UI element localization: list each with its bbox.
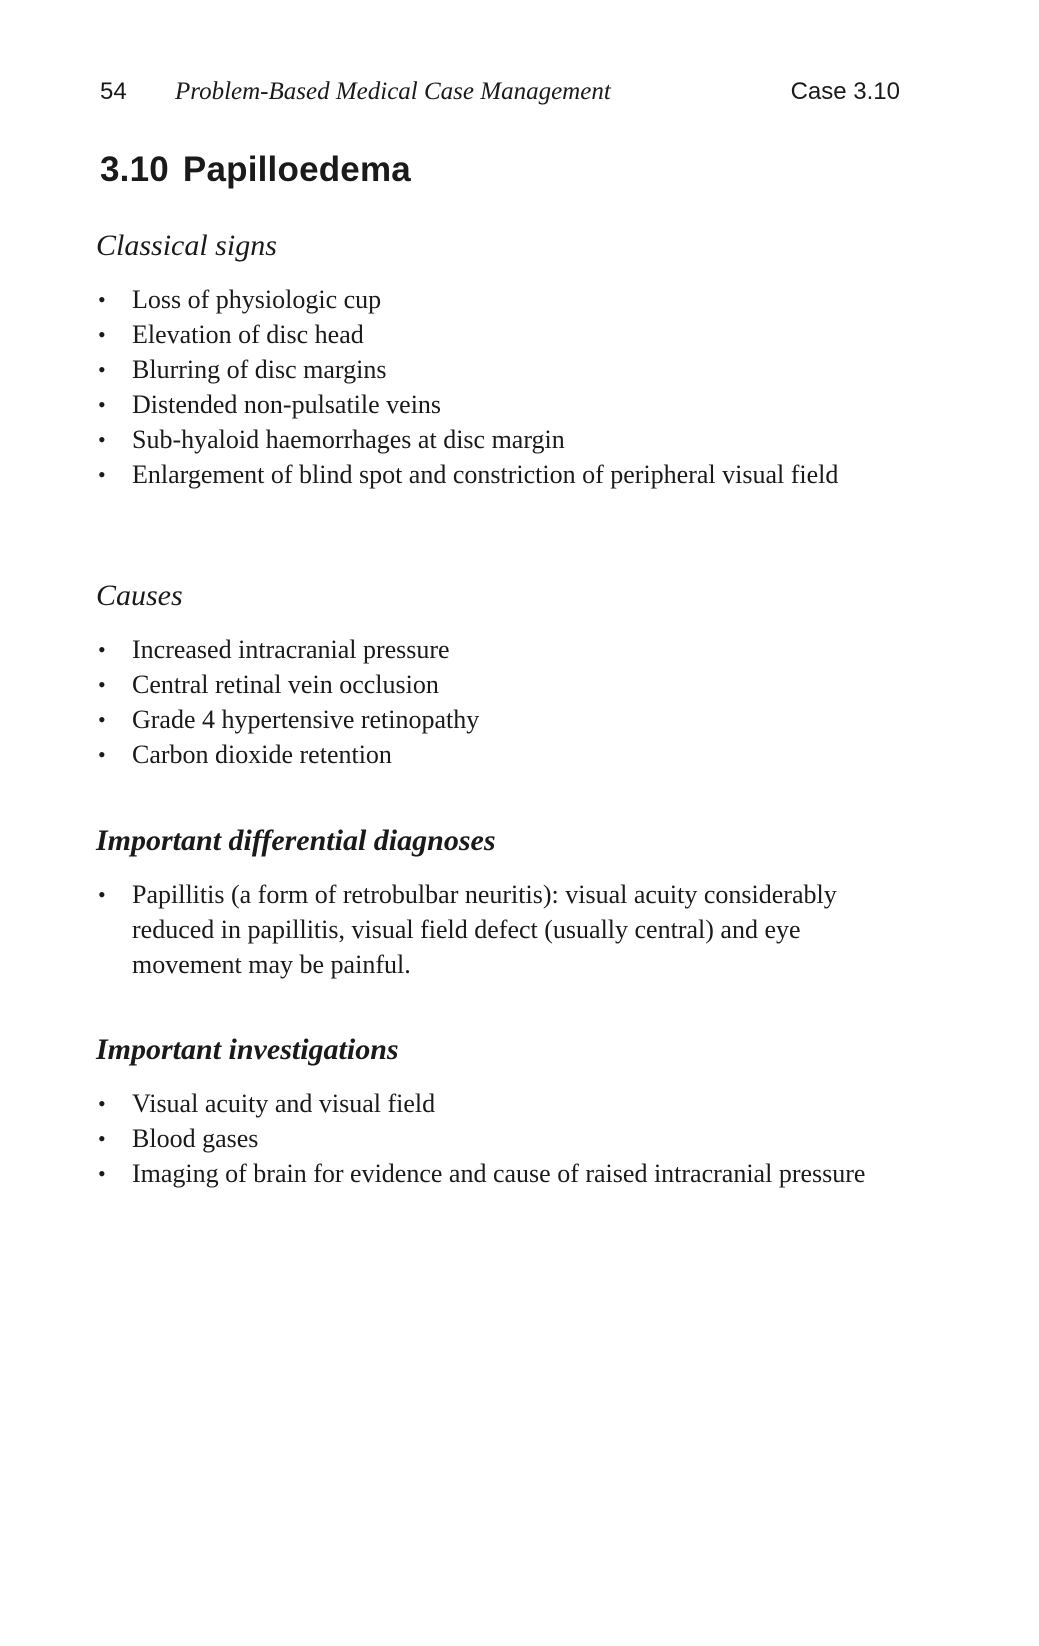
section-heading: Important investigations — [96, 1033, 399, 1066]
bullet-icon: • — [98, 882, 106, 907]
bullet-list — [96, 632, 896, 772]
list-item: • Central retinal vein occlusion — [96, 667, 896, 702]
list-item: • Grade 4 hypertensive retinopathy — [96, 702, 896, 737]
bullet-list — [96, 282, 896, 492]
chapter-number: 3.10 — [100, 150, 169, 189]
bullet-icon: • — [98, 357, 106, 382]
book-title: Problem-Based Medical Case Management — [175, 78, 611, 105]
section-classical-signs — [96, 228, 896, 492]
bullet-icon: • — [98, 707, 106, 732]
chapter-name: Papilloedema — [182, 150, 411, 189]
bullet-icon: • — [98, 462, 106, 487]
bullet-icon: • — [98, 672, 106, 697]
list-item: • Distended non-pulsatile veins — [96, 387, 896, 422]
bullet-icon: • — [98, 1161, 106, 1186]
list-item: • Blood gases — [96, 1121, 896, 1156]
bullet-icon: • — [98, 1126, 106, 1151]
bullet-icon: • — [98, 1091, 106, 1116]
list-item: • Enlargement of blind spot and constriction of peripheral visual field — [96, 457, 896, 492]
section-investigations — [96, 1032, 896, 1191]
section-heading: Classical signs — [96, 229, 277, 262]
list-item: • Carbon dioxide retention — [96, 737, 896, 772]
bullet-icon: • — [98, 742, 106, 767]
list-item: • Elevation of disc head — [96, 317, 896, 352]
running-header — [100, 78, 900, 112]
list-item: • Increased intracranial pressure — [96, 632, 896, 667]
list-item: • Loss of physiologic cup — [96, 282, 896, 317]
chapter-title — [100, 150, 411, 190]
case-reference: Case 3.10 — [790, 78, 900, 105]
list-item: • Visual acuity and visual field — [96, 1086, 896, 1121]
list-item: • Imaging of brain for evidence and cause of raised intracranial pressure — [96, 1156, 896, 1191]
bullet-list — [96, 877, 896, 982]
bullet-icon: • — [98, 427, 106, 452]
bullet-list — [96, 1086, 896, 1191]
bullet-icon: • — [98, 287, 106, 312]
section-heading: Causes — [96, 579, 183, 612]
list-item: • Papillitis (a form of retrobulbar neuritis): visual acuity considerably reduced in papillitis, visual field defect (usually central) and eye movement may be painful. — [96, 877, 896, 982]
bullet-icon: • — [98, 392, 106, 417]
section-causes — [96, 578, 896, 772]
list-item: • Sub-hyaloid haemorrhages at disc margin — [96, 422, 896, 457]
bullet-icon: • — [98, 637, 106, 662]
list-item: • Blurring of disc margins — [96, 352, 896, 387]
page-number: 54 — [100, 78, 127, 105]
section-heading: Important differential diagnoses — [96, 824, 496, 857]
section-differential-diagnoses — [96, 823, 896, 982]
bullet-icon: • — [98, 322, 106, 347]
